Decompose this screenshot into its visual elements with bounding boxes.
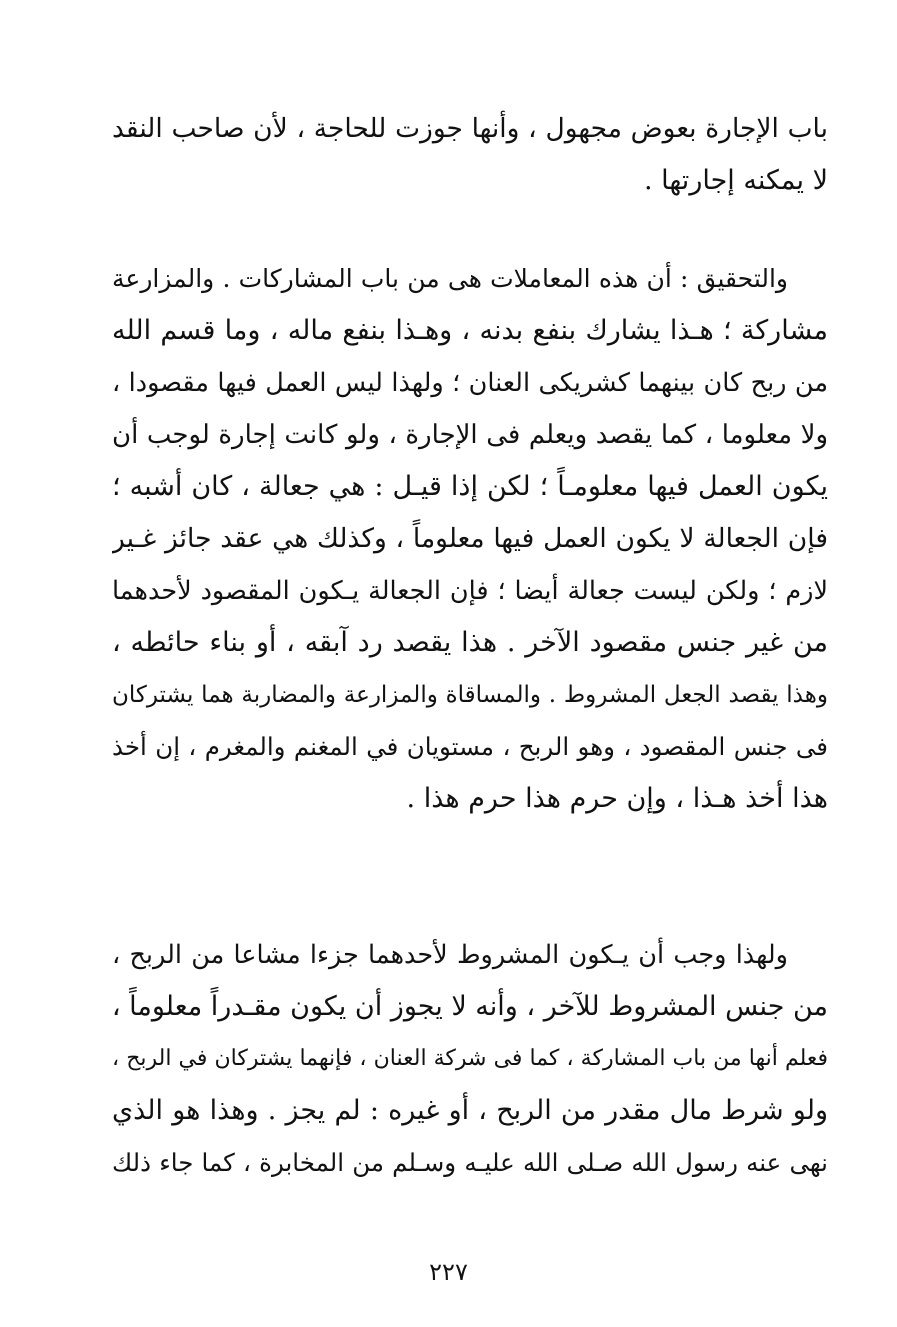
text-line: ولهذا وجب أن يـكون المشروط لأحدهما جزءا مشاعا من الربح ، bbox=[112, 940, 788, 970]
text-line: لازم ؛ ولكن ليست جعالة أيضا ؛ فإن الجعالة يـكون المقصود لأحدهما bbox=[112, 576, 828, 606]
text-line: والتحقيق : أن هذه المعاملات هى من باب المشاركات . والمزارعة bbox=[112, 264, 788, 293]
text-line: فعلم أنها من باب المشاركة ، كما فى شركة العنان ، فإنهما يشتركان في الربح ، bbox=[112, 1046, 828, 1071]
text-line: فى جنس المقصود ، وهو الربح ، مستويان في المغنم والمغرم ، إن أخذ bbox=[112, 732, 828, 761]
text-line: لا يمكنه إجارتها . bbox=[643, 165, 828, 196]
text-line: نهى عنه رسول الله صـلى الله عليـه وسـلم من المخابرة ، كما جاء ذلك bbox=[112, 1148, 828, 1177]
text-line: هذا أخذ هـذا ، وإن حرم هذا حرم هذا . bbox=[406, 783, 828, 814]
paragraph-2 bbox=[112, 253, 828, 825]
paragraph-1 bbox=[112, 103, 828, 207]
text-line: من ربح كان بينهما كشريكى العنان ؛ ولهذا ليس العمل فيها مقصودا ، bbox=[112, 368, 828, 398]
text-line: يكون العمل فيها معلومـاً ؛ لكن إذا قيـل : هي جعالة ، كان أشبه ؛ bbox=[112, 471, 828, 502]
page-number: ٢٢٧ bbox=[429, 1258, 468, 1286]
text-line: ولا معلوما ، كما يقصد ويعلم فى الإجارة ، ولو كانت إجارة لوجب أن bbox=[112, 420, 828, 450]
text-line: مشاركة ؛ هـذا يشارك بنفع بدنه ، وهـذا بنفع ماله ، وما قسم الله bbox=[112, 315, 828, 346]
text-line: من جنس المشروط للآخر ، وأنه لا يجوز أن يكون مقـدراً معلوماً ، bbox=[112, 991, 828, 1022]
text-line: باب الإجارة بعوض مجهول ، وأنها جوزت للحاجة ، لأن صاحب النقد bbox=[112, 113, 828, 144]
text-line: وهذا يقصد الجعل المشروط . والمساقاة والمزارعة والمضاربة هما يشتركان bbox=[112, 682, 828, 708]
text-line: فإن الجعالة لا يكون العمل فيها معلوماً ، وكذلك هي عقد جائز غـير bbox=[112, 523, 828, 554]
text-line: ولو شرط مال مقدر من الربح ، أو غيره : لم يجز . وهذا هو الذي bbox=[112, 1095, 828, 1126]
text-line: من غير جنس مقصود الآخر . هذا يقصد رد آبقه ، أو بناء حائطه ، bbox=[112, 627, 828, 658]
paragraph-3 bbox=[112, 929, 828, 1189]
